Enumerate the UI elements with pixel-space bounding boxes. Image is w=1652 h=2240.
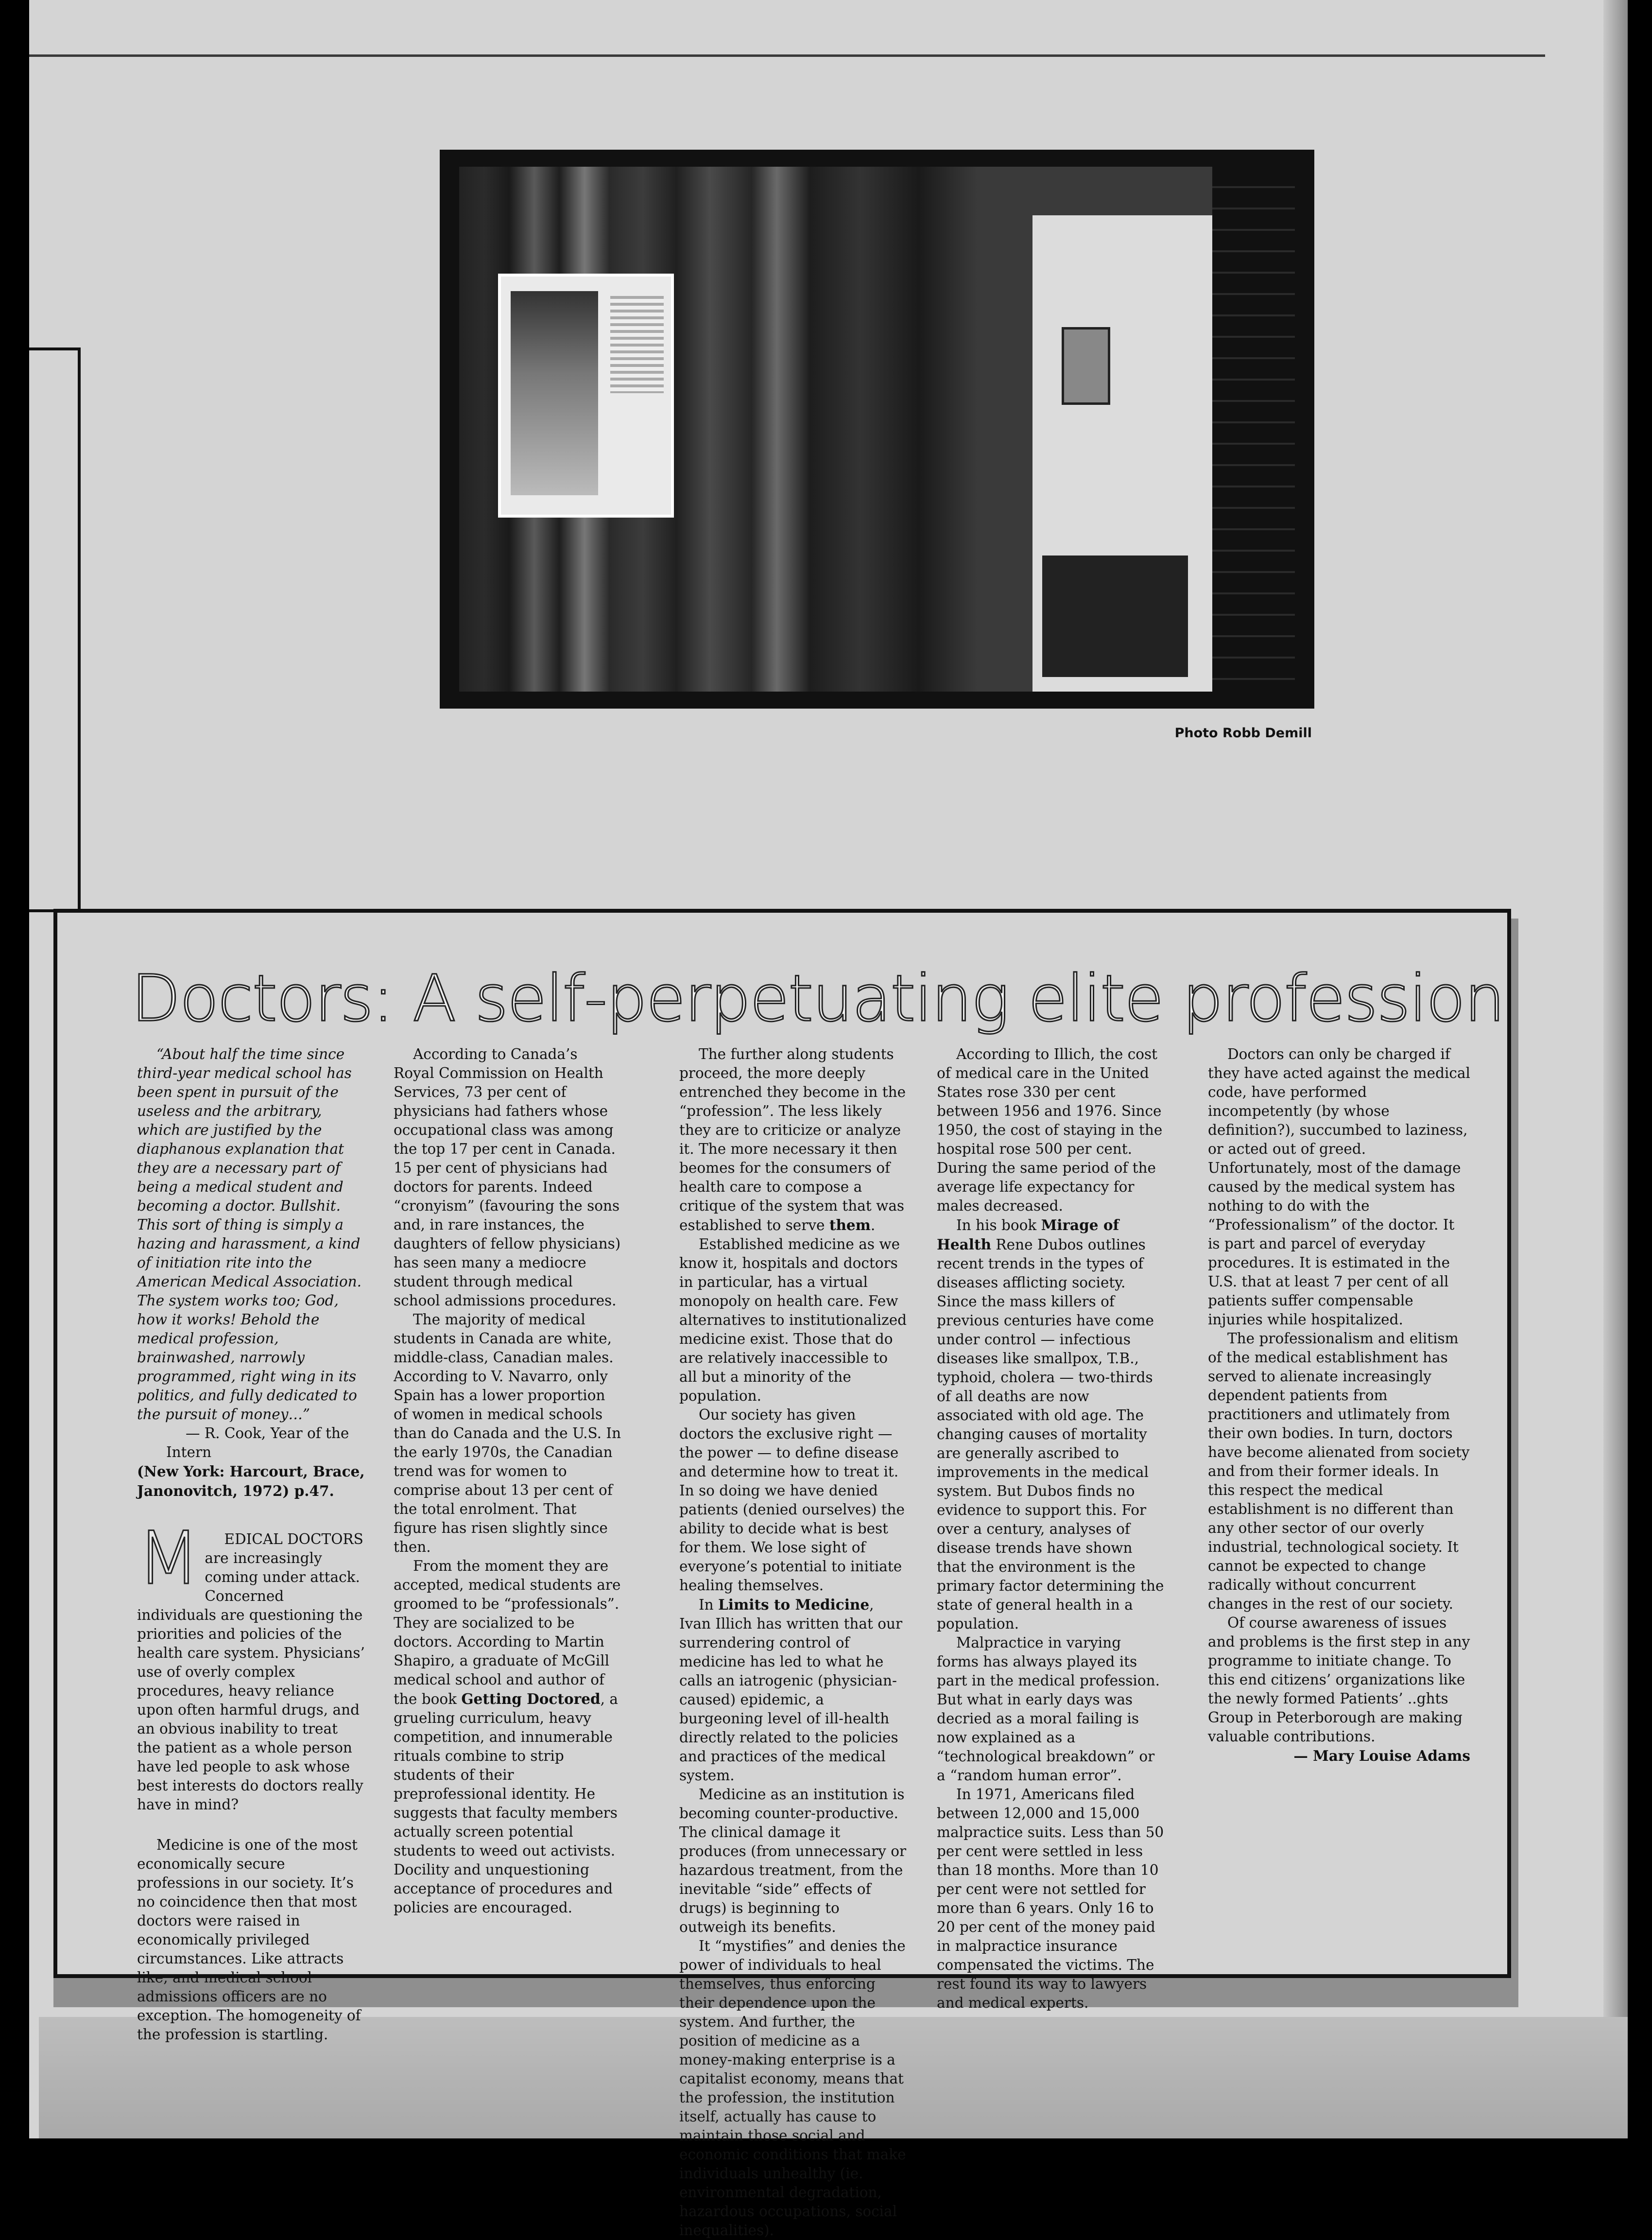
lead-paragraph — [137, 1516, 365, 1814]
wall-poster — [498, 274, 674, 518]
article-column-3 — [679, 1045, 908, 2240]
epigraph-quote: “About half the time since third-year medical school has been spent in pursuit of the useless and the arbitrary, which are justified by the diaphanous explanation that they are a necessary part of being a medical student and becoming a doctor. Bullshit. This sort of thing is simply a hazing and harassment, a kind of initiation rite into the American Medical Association. The system works too; God, how it works! Behold the medical profession, brainwashed, narrowly programmed, right wing in its politics, and fully dedicated to the pursuit of money…” — [137, 1046, 361, 1423]
book-title: Mirage of Health — [937, 1216, 1119, 1253]
poster-text-lines — [610, 296, 664, 393]
epigraph-attribution — [137, 1424, 365, 1501]
framed-picture — [1062, 327, 1110, 405]
paragraph — [394, 1557, 622, 1917]
emphasis-them: them — [829, 1216, 871, 1233]
lead-rest: are increasingly coming under attack. Concerned individuals are questioning the priorities and policies of the health care system. Physicians’ use of overly complex procedures, heavy reliance upon often harmful drugs, and an obvious inability to treat the patient as a whole person have led people to ask whose best interests do doctors really have in mind? — [137, 1550, 365, 1813]
lead-caps: EDICAL DOCTORS — [224, 1531, 363, 1547]
photo-frame — [440, 150, 1314, 709]
photo-credit: Photo Robb Demill — [1174, 726, 1312, 741]
article-column-1 — [137, 1045, 365, 2044]
article-column-5 — [1208, 1045, 1470, 1765]
paragraph-text: In — [699, 1597, 719, 1613]
door-frame — [1212, 167, 1295, 692]
paragraph: According to Canada’s Royal Commission on Health Services, 73 per cent of physicians had fathers whose occupational class was among the top 17 per cent in Canada. 15 per cent of physicians had doctors for parents. Indeed “cronyism” (favouring the sons and, in rare instances, the daughters of fellow physicians) has seen many a mediocre student through medical school admissions procedures. — [394, 1046, 621, 1309]
drop-cap: M — [137, 1516, 200, 1601]
paragraph-text: The further along students proceed, the more deeply entrenched they become in the “profession”. The less likely they are to criticize or analyze it. The more necessary it then beomes for the consumers of health care to compose a critique of the system that was established to serve — [679, 1046, 906, 1233]
page-edge-shadow — [1603, 0, 1628, 2138]
poster-portrait — [511, 291, 598, 495]
paragraph-text: , Ivan Illich has written that our surrendering control of medicine has led to what he calls an iatrogenic (physician-caused) epidemic, a burgeoning level of ill-health directly related to the policies and practices of the medical system. — [679, 1597, 903, 1784]
paragraph: According to Illich, the cost of medical care in the United States rose 330 per cent between 1956 and 1976. Since 1950, the cost of staying in the hospital rose 500 per cent. During the same period of the average life expectancy for males decreased. — [937, 1046, 1163, 1214]
paragraph-text: From the moment they are accepted, medical students are groomed to be “professionals”. They are socialized to be doctors. According to Martin Shapiro, a graduate of McGill medical school and author of the book — [394, 1558, 621, 1707]
paragraph: Of course awareness of issues and problems is the first step in any programme to initiate change. To this end citizens’ organizations like the newly formed Patients’ ..ghts Group in Peterborough are making valuable contributions. — [1208, 1615, 1470, 1745]
headline: Doctors: A self-perpetuating elite profession — [131, 961, 1504, 1036]
byline: — Mary Louise Adams — [1293, 1747, 1470, 1764]
paragraph: Malpractice in varying forms has always played its part in the medical profession. But what in early days was decried as a moral failing is now explained as a “technological breakdown” or a “random human error”. — [937, 1634, 1160, 1784]
paragraph-text: Rene Dubos outlines recent trends in the types of diseases afflicting society. Since the mass killers of previous centuries have come under control — infectious diseases like smallpox, T.B., typhoid, cholera — two-thirds of all deaths are now associated with old age. The changing causes of mortality are generally ascribed to improvements in the medical system. But Dubos finds no evidence to support this. For over a century, analyses of disease trends have shown that the environment is the primary factor determining the state of general health in a population. — [937, 1236, 1164, 1632]
book-title: Limits to Medicine — [718, 1596, 870, 1613]
article-column-2 — [394, 1045, 622, 1917]
paragraph: The majority of medical students in Canada are white, middle-class, Canadian males. According to V. Navarro, only Spain has a lower proportion of women in medical schools than do Canada and the U.S. In the early 1970s, the Canadian trend was for women to comprise about 13 per cent of the total enrolment. That figure has risen slightly since then. — [394, 1311, 621, 1555]
paragraph-text: . — [870, 1217, 876, 1233]
paragraph-text: In his book — [956, 1217, 1041, 1233]
attribution-publisher: (New York: Harcourt, Brace, Janonovitch, 1972) p.47. — [137, 1463, 365, 1499]
paragraph — [679, 1595, 908, 1785]
paragraph: Our society has given doctors the exclusive right — the power — to define disease and determine how to treat it. In so doing we have denied patients (denied ourselves) the ability to decide what is best for them. We lose sight of everyone’s potential to initiate healing themselves. — [679, 1407, 905, 1594]
waiting-room-chairs — [1042, 556, 1188, 677]
paragraph: In 1971, Americans filed between 12,000 and 15,000 malpractice suits. Less than 50 per cent were settled in less than 18 months. More than 10 per cent were not settled for more than 6 years. Only 16 to 20 per cent of the money paid in malpractice insurance compensated the victims. The rest found its way to lawyers and medical experts. — [937, 1786, 1164, 2011]
paragraph: Established medicine as we know it, hospitals and doctors in particular, has a virtual monopoly on health care. Few alternatives to institutionalized medicine exist. Those that do are relatively inaccessible to all but a minority of the population. — [679, 1236, 907, 1404]
book-title: Getting Doctored — [461, 1690, 601, 1707]
article-column-4 — [937, 1045, 1165, 2013]
top-rule — [29, 54, 1545, 57]
attribution-author: — R. Cook, Year of the Intern — [166, 1425, 349, 1460]
box-shadow-right — [1511, 919, 1518, 2007]
hospital-hallway-photo — [459, 167, 1295, 692]
paragraph — [679, 1045, 908, 1235]
paragraph-text: , a grueling curriculum, heavy competition, and innumerable rituals combine to strip students of their preprofessional identity. He suggests that faculty members actually screen potential students to weed out activists. Docility and unquestioning acceptance of procedures and policies are encouraged. — [394, 1691, 618, 1916]
paragraph: Doctors can only be charged if they have acted against the medical code, have performed incompetently (by whose definition?), succumbed to laziness, or acted out of greed. Unfortunately, most of the damage caused by the medical system has nothing to do with the “Professionalism” of the doctor. It is part and parcel of everyday procedures. It is estimated in the U.S. that at least 7 per cent of all patients suffer compensable injuries while hospitalized. — [1208, 1046, 1470, 1328]
doorway-room — [1032, 215, 1212, 692]
paragraph: Medicine as an institution is becoming counter-productive. The clinical damage it produces (from unnecessary or hazardous treatment, from the inevitable “side” effects of drugs) is beginning to outweigh its benefits. — [679, 1786, 907, 1935]
paragraph — [937, 1216, 1165, 1633]
adjacent-article-frame — [29, 347, 81, 912]
paragraph: It “mystifies” and denies the power of individuals to heal themselves, thus enforcing their dependence upon the system. And further, the position of medicine as a money-making enterprise is a capitalist economy, means that the profession, the institution itself, actually has cause to maintain those social and economic conditions that make individuals unhealthy (ie. environmental degradation, hazardous occupations, social inequalities). — [679, 1938, 906, 2239]
paragraph: The professionalism and elitism of the medical establishment has served to alienate increasingly dependent patients from practitioners and utlimately from their own bodies. In turn, doctors have become alienated from society and from their former ideals. In this respect the medical establishment is no different than any other sector of our overly industrial, technological society. It cannot be expected to change radically without concurrent changes in the rest of our society. — [1208, 1330, 1470, 1612]
paragraph: Medicine is one of the most economically secure professions in our society. It’s no coincidence then that most doctors were raised in economically privileged circumstances. Like attracts like, and medical school admissions officers are no exception. The homogeneity of the profession is startling. — [137, 1837, 361, 2043]
